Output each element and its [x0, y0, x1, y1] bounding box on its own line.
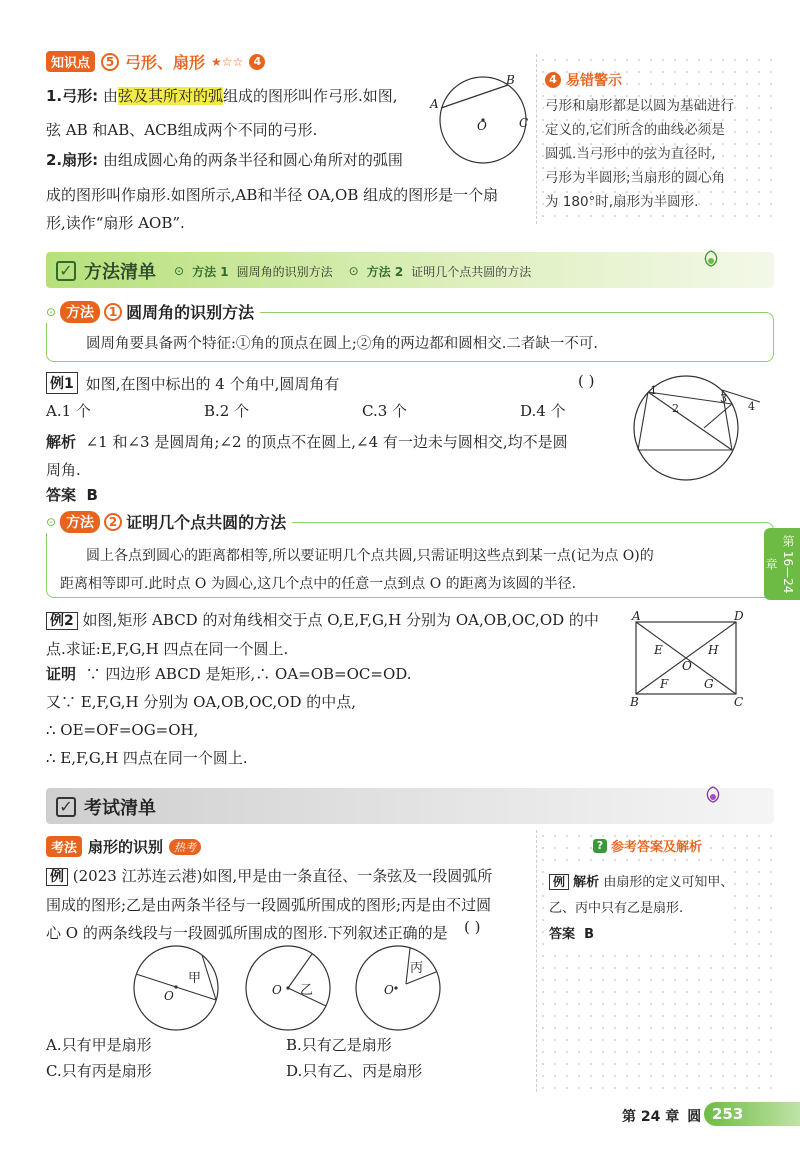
warning-number: 4 — [545, 72, 561, 88]
highlighted-phrase: 弦及其所对的弧 — [117, 87, 223, 105]
method2-tag: 方法 — [60, 511, 100, 533]
method2-title: 证明几个点共圆的方法 — [126, 513, 287, 532]
knowledge-title: 弓形、扇形 — [125, 53, 206, 72]
hot-badge: 热考 — [169, 839, 201, 855]
figure-yi — [240, 940, 336, 1036]
example1-question — [46, 372, 339, 394]
label-C: C — [734, 695, 744, 708]
reference-analysis-2: 乙、丙中只有乙是扇形. — [549, 901, 684, 916]
label-G: G — [704, 677, 714, 691]
option-a: A.只有甲是扇形 — [46, 1036, 152, 1054]
leaf-icon — [702, 784, 724, 806]
exam-question-line-1: (2023 江苏连云港)如图,甲是由一条直径、一条弦及一段圆弧所 — [72, 867, 493, 885]
exam-question — [46, 862, 530, 947]
warning-line: 弓形和扇形都是以圆为基础进行 — [545, 98, 734, 114]
warning-line: 为 180°时,扇形为半圆形. — [545, 194, 699, 210]
method1-link-text[interactable]: 圆周角的识别方法 — [236, 264, 333, 279]
warning-header — [545, 70, 774, 90]
method1-number: 1 — [104, 303, 122, 321]
analysis-text-2: 周角. — [46, 461, 81, 479]
segment-text-a: 由 — [102, 87, 118, 105]
sector-line-2: 成的图形叫作扇形.如图所示,AB和半径 OA,OB 组成的图形是一个扇 — [46, 186, 499, 204]
example2-proof — [46, 660, 606, 772]
checkbox-icon: ✓ — [56, 797, 76, 817]
answer-value: B — [86, 486, 98, 504]
label-H: H — [708, 643, 719, 657]
method1-title: 圆周角的识别方法 — [126, 303, 255, 322]
warning-title: 易错警示 — [566, 73, 622, 89]
frequency-badge: 4 — [249, 54, 265, 70]
method1-body: 圆周角要具备两个特征:①角的顶点在圆上;②角的两边都和圆相交.二者缺一不可. — [86, 336, 598, 352]
footer-chapter: 第 24 章 — [622, 1109, 680, 1125]
label-bing: 丙 — [410, 961, 424, 976]
key-icon: ? — [593, 839, 607, 853]
exam-method-header — [46, 836, 201, 857]
warning-panel — [536, 54, 774, 224]
label-O: O — [477, 119, 487, 133]
footer-title: 圆 — [687, 1109, 702, 1125]
checkbox-icon: ✓ — [56, 261, 76, 281]
knowledge-point-header — [46, 50, 265, 73]
bullet-icon: ⊙ — [46, 304, 57, 319]
angle-label-2: 2 — [672, 402, 679, 415]
sector-heading: 2.扇形: — [46, 151, 99, 169]
exam-method-tag: 考法 — [46, 836, 82, 857]
exam-question-line-3: 心 O 的两条线段与一段圆弧所围成的图形.下列叙述正确的是 — [46, 924, 448, 942]
method2-link-prefix[interactable]: 方法 2 — [366, 264, 404, 279]
exam-title: 考试清单 — [84, 798, 156, 819]
exam-question-line-2: 围成的图形;乙是由两条半径与一段圆弧所围成的图形;丙是由不过圆 — [46, 896, 492, 914]
proof-line-1: ∵ 四边形 ABCD 是矩形,∴ OA=OB=OC=OD. — [85, 665, 412, 683]
page-number: 253 — [704, 1102, 800, 1126]
method2-number: 2 — [104, 513, 122, 531]
method2-link-text[interactable]: 证明几个点共圆的方法 — [411, 264, 532, 279]
methods-title: 方法清单 — [84, 262, 156, 283]
label-E: E — [654, 643, 663, 657]
methods-banner-content — [56, 258, 531, 284]
example2-text-2: 点.求证:E,F,G,H 四点在同一个圆上. — [46, 640, 289, 658]
reference-panel — [536, 830, 774, 1092]
inscribed-angle-figure — [624, 368, 764, 486]
angle-label-3: 3 — [720, 392, 727, 405]
label-jia: 甲 — [188, 971, 202, 986]
option-c: C.3 个 — [362, 402, 408, 420]
label-F: F — [660, 677, 669, 691]
label-O: O — [272, 983, 282, 997]
figure-bing — [350, 940, 446, 1036]
figure-jia — [128, 940, 224, 1036]
option-d: D.只有乙、丙是扇形 — [286, 1062, 423, 1080]
proof-line-4: ∴ E,F,G,H 四点在同一个圆上. — [46, 749, 248, 767]
warning-body — [545, 94, 774, 214]
bullet-icon: ⊙ — [348, 264, 359, 278]
label-C: C — [519, 116, 529, 130]
method2-header — [40, 510, 292, 533]
warning-line: 圆弧.当弓形中的弦为直径时, — [545, 146, 716, 162]
exam-example-tag: 例 — [46, 868, 68, 886]
label-O: O — [164, 989, 174, 1003]
warning-line: 弓形为半圆形;当扇形的圆心角 — [545, 170, 726, 186]
method1-tag: 方法 — [60, 301, 100, 323]
knowledge-number: 5 — [101, 53, 119, 71]
example2-tag: 例2 — [46, 612, 78, 630]
label-B: B — [506, 73, 515, 87]
example1-tag: 例1 — [46, 372, 78, 394]
segment-definition — [46, 82, 436, 144]
method1-link-prefix[interactable]: 方法 1 — [192, 264, 229, 279]
reference-body — [549, 869, 733, 948]
difficulty-stars: ★☆☆ — [211, 54, 244, 69]
segment-heading: 1.弓形: — [46, 87, 99, 105]
segment-text-b: 组成的图形叫作弓形.如图, — [222, 87, 398, 105]
bullet-icon: ⊙ — [46, 514, 57, 529]
proof-line-3: ∴ OE=OF=OG=OH, — [46, 721, 199, 739]
analysis-text: ∠1 和∠3 是圆周角;∠2 的顶点不在圆上,∠4 有一边未与圆相交,均不是圆 — [85, 433, 568, 451]
reference-header — [593, 836, 774, 855]
example1-answer — [46, 484, 98, 505]
reference-title: 参考答案及解析 — [611, 840, 703, 855]
label-A: A — [430, 97, 439, 111]
answer-paren: ( ) — [464, 918, 481, 936]
example2-text-1: 如图,矩形 ABCD 的对角线相交于点 O,E,F,G,H 分别为 OA,OB,OC,OD 的中 — [82, 611, 599, 629]
leaf-icon — [700, 248, 722, 270]
bullet-icon: ⊙ — [174, 264, 185, 278]
example1-text: 如图,在图中标出的 4 个角中,圆周角有 — [85, 374, 340, 393]
label-D: D — [734, 609, 744, 623]
analysis-label: 解析 — [46, 433, 77, 451]
method2-body-line-1: 圆上各点到圆心的距离都相等,所以要证明几个点共圆,只需证明这些点到某一点(记为点 O)的 — [86, 548, 654, 564]
segment-line-2: 弦 AB 和AB、ACB组成两个不同的弓形. — [46, 121, 318, 139]
segment-circle-figure — [428, 70, 538, 170]
page-footer — [622, 1106, 701, 1126]
answer-paren: ( ) — [578, 372, 595, 390]
sector-text-a: 由组成圆心角的两条半径和圆心角所对的弧围 — [102, 151, 403, 169]
angle-label-1: 1 — [650, 384, 657, 397]
knowledge-tag: 知识点 — [46, 51, 95, 72]
option-b: B.只有乙是扇形 — [286, 1036, 392, 1054]
example2-question — [46, 606, 626, 663]
angle-label-4: 4 — [748, 400, 755, 413]
reference-example-tag: 例 — [549, 874, 569, 890]
chapter-side-tab[interactable]: 第 16—24 章 — [764, 528, 800, 600]
reference-answer-label: 答案 — [549, 927, 576, 942]
exam-options — [46, 1032, 526, 1084]
exam-banner-content — [56, 794, 156, 820]
option-b: B.2 个 — [204, 402, 250, 420]
method2-body-line-2: 距离相等即可.此时点 O 为圆心,这几个点中的任意一点到点 O 的距离为该圆的半径. — [60, 576, 577, 592]
label-B: B — [630, 695, 639, 708]
reference-analysis-label: 解析 — [573, 875, 600, 890]
label-O: O — [682, 659, 692, 673]
method1-header — [40, 300, 260, 323]
method2-body — [60, 542, 770, 598]
example1-options — [46, 400, 606, 421]
proof-label: 证明 — [46, 665, 77, 683]
label-O: O — [384, 983, 394, 997]
exam-method-title: 扇形的识别 — [88, 838, 164, 856]
reference-analysis-1: 由扇形的定义可知甲、 — [603, 875, 734, 890]
option-d: D.4 个 — [520, 402, 566, 420]
label-A: A — [632, 609, 641, 623]
warning-line: 定义的,它们所含的曲线必须是 — [545, 122, 725, 138]
example1-analysis — [46, 428, 626, 484]
proof-line-2: 又∵ E,F,G,H 分别为 OA,OB,OC,OD 的中点, — [46, 693, 357, 711]
reference-answer-value: B — [584, 927, 594, 942]
option-c: C.只有丙是扇形 — [46, 1062, 152, 1080]
rectangle-figure — [626, 608, 776, 708]
answer-label: 答案 — [46, 486, 77, 504]
sector-line-3: 形,读作“扇形 AOB”. — [46, 214, 185, 232]
label-yi: 乙 — [300, 983, 314, 998]
option-a: A.1 个 — [46, 402, 91, 420]
